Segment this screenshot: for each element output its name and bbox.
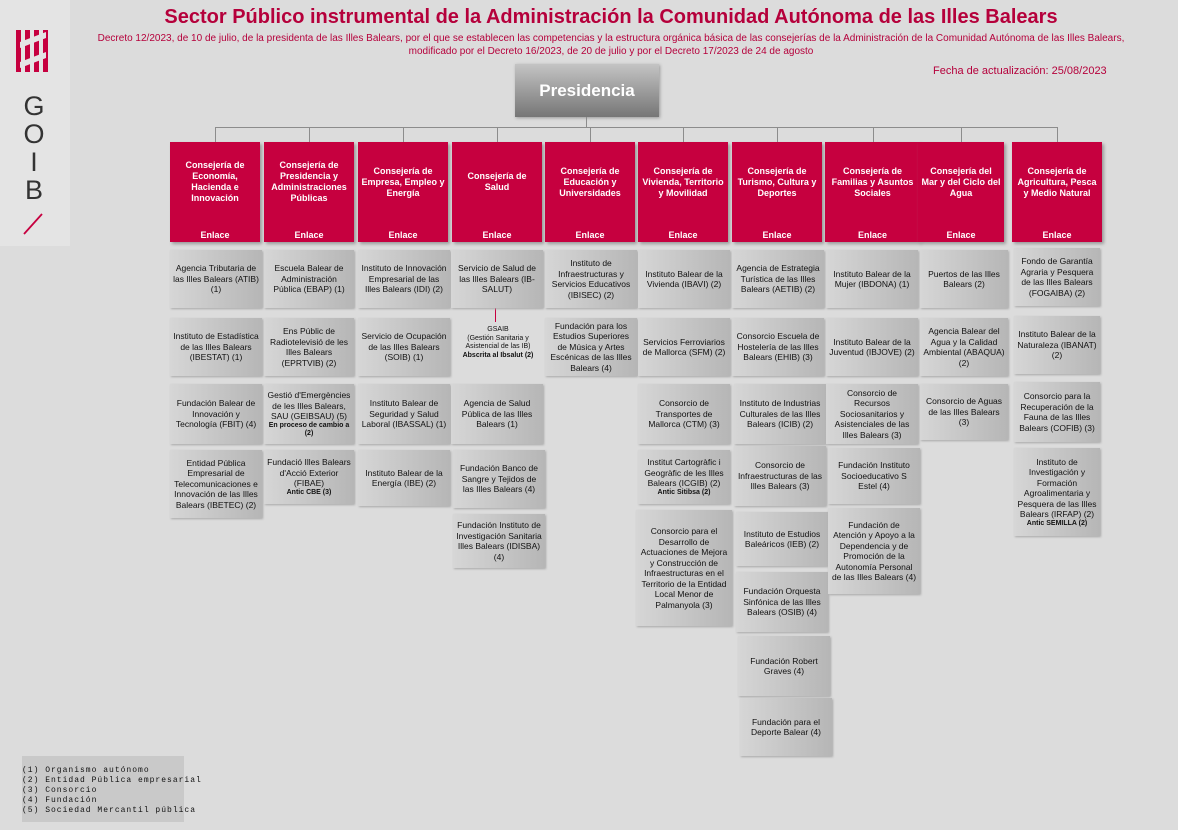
entity-box[interactable] (453, 450, 545, 508)
entity-name: Fundación para los Estudios Superiores de Música y Artes Escénicas de las Illes Balears (4) (550, 320, 632, 373)
entity-name: Servicios Ferroviarios de Mallorca (SFM) (2) (642, 336, 726, 357)
logo-letter: I (30, 147, 38, 177)
entity-note: Antic CBE (3) (286, 488, 332, 496)
entity-box[interactable] (638, 318, 730, 376)
connector-line (777, 127, 778, 142)
entity-name: Servicio de Salud de las Illes Balears (IB-SALUT) (458, 263, 536, 295)
enlace-link[interactable]: Enlace (482, 230, 512, 240)
entity-name: Fundació Illes Balears d'Acció Exterior (FIBAE) (267, 457, 351, 489)
entity-box[interactable] (1014, 248, 1100, 306)
entity-name: Fundación de Atención y Apoyo a la Dependencia y de Promoción de la Autonomía Personal de las Illes Balears (4) (831, 519, 917, 582)
entity-name: Consorcio de Infraestructuras de las Illes Balears (3) (737, 460, 823, 492)
enlace-link[interactable]: Enlace (388, 230, 418, 240)
entity-name: Instituto Balear de la Vivienda (IBAVI) (2) (645, 268, 723, 289)
entity-box[interactable] (170, 450, 262, 518)
entity-name: Agencia de Estrategia Turística de las Illes Balears (AETIB) (2) (736, 263, 820, 295)
entity-name: Agencia Balear del Agua y la Calidad Ambiental (ABAQUA) (2) (923, 326, 1005, 368)
entity-box[interactable] (453, 514, 545, 568)
entity-box[interactable] (264, 250, 354, 308)
connector-line (1057, 127, 1058, 142)
enlace-link[interactable]: Enlace (762, 230, 792, 240)
entity-name: Agencia de Salud Pública de las Illes Balears (1) (461, 398, 533, 430)
entity-box[interactable] (1014, 448, 1100, 536)
entity-box[interactable] (358, 250, 450, 308)
consejeria-box[interactable] (170, 142, 260, 242)
connector-line (215, 127, 216, 142)
entity-name: Instituto Balear de la Naturaleza (IBANAT) (2) (1017, 329, 1097, 361)
entity-box[interactable] (826, 384, 918, 444)
entity-name: Ens Públic de Radiotelevisió de les Illes Balears (EPRTVIB) (2) (270, 326, 348, 368)
entity-name: Instituto Balear de la Mujer (IBDONA) (1) (833, 268, 911, 289)
entity-box[interactable] (738, 636, 830, 696)
consejeria-box[interactable] (1012, 142, 1102, 242)
entity-name: Agencia Tributaria de las Illes Balears (ATIB) (1) (173, 263, 259, 295)
enlace-link[interactable]: Enlace (1042, 230, 1072, 240)
entity-name: Consorcio para la Recuperación de la Fauna de las Illes Balears (COFIB) (3) (1019, 391, 1095, 433)
goib-logo-icon (0, 0, 70, 246)
entity-box[interactable] (358, 384, 450, 444)
consejeria-name: Consejería de Salud (467, 171, 527, 192)
consejeria-box[interactable] (732, 142, 822, 242)
entity-name: Consorcio para el Desarrollo de Actuaciones de Mejora y Construcción de Infraestructuras en el Territorio de la Entidad Local Menor de Palmanyola (3) (640, 526, 728, 610)
enlace-link[interactable]: Enlace (200, 230, 230, 240)
connector-line (497, 127, 498, 142)
entity-box[interactable] (732, 318, 824, 376)
entity-box[interactable] (920, 318, 1008, 376)
entity-box[interactable] (638, 450, 730, 504)
entity-box[interactable] (636, 510, 732, 626)
entity-name: Instituto de Estadística de las Illes Balears (IBESTAT) (1) (173, 331, 259, 363)
entity-box[interactable] (264, 384, 354, 444)
entity-box[interactable] (736, 512, 828, 566)
entity-box[interactable] (451, 250, 543, 308)
page-title: Sector Público instrumental de la Administración la Comunidad Autónoma de las Illes Balears (164, 6, 1058, 28)
entity-box[interactable] (736, 572, 828, 632)
entity-name: Instituto de Infraestructuras y Servicios Educativos (IBISEC) (2) (551, 258, 631, 300)
entity-name: Instituto de Estudios Baleáricos (IEB) (2) (743, 528, 821, 549)
connector-line (683, 127, 684, 142)
entity-name: Fundación Balear de Innovación y Tecnología (FBIT) (4) (175, 398, 257, 430)
entity-box[interactable] (451, 384, 543, 444)
entity-name: Gestió d'Emergències de les Illes Balears, SAU (GEIBSAU) (5) (267, 390, 351, 422)
entity-box[interactable] (828, 448, 920, 504)
consejeria-box[interactable] (264, 142, 354, 242)
legend-item: (5) Sociedad Mercantil pública (22, 806, 197, 815)
entity-name: Fundación Robert Graves (4) (750, 655, 818, 676)
entity-name: Fundación Banco de Sangre y Tejidos de las Illes Balears (4) (460, 463, 538, 495)
enlace-link[interactable]: Enlace (857, 230, 888, 240)
enlace-link[interactable]: Enlace (575, 230, 605, 240)
entity-name: Consorcio de Aguas de las Illes Balears (3) (925, 396, 1003, 428)
entity-box[interactable] (170, 384, 262, 444)
entity-name: Fondo de Garantía Agraria y Pesquera de las Illes Balears (FOGAIBA) (2) (1020, 256, 1094, 298)
root-node-presidencia[interactable]: Presidencia (515, 64, 659, 117)
entity-box[interactable] (638, 250, 730, 308)
enlace-link[interactable]: Enlace (668, 230, 698, 240)
consejeria-name: Consejería de Vivienda, Territorio y Movilidad (642, 165, 724, 198)
entity-note: Antic Sitibsa (2) (657, 488, 711, 496)
connector-line (215, 127, 1058, 128)
entity-box[interactable] (1014, 382, 1100, 442)
entity-name: Consorcio Escuela de Hostelería de las Illes Balears (EHIB) (3) (736, 331, 820, 363)
gsaib-connector (495, 308, 496, 322)
legend-item: (3) Consorcio (22, 786, 98, 795)
enlace-link[interactable]: Enlace (946, 230, 976, 240)
entity-box[interactable] (358, 318, 450, 376)
consejeria-box[interactable] (825, 142, 920, 242)
consejeria-name: Consejería de Agricultura, Pesca y Medio Natural (1017, 165, 1097, 198)
consejeria-name: Consejería de Economía, Hacienda e Innovación (185, 160, 245, 203)
entity-name: Fundación Instituto de Investigación Sanitaria Illes Balears (IDISBA) (4) (456, 520, 542, 562)
entity-box[interactable] (920, 250, 1008, 308)
connector-line (403, 127, 404, 142)
entity-name: Fundación Instituto Socioeducativo S Estel (4) (838, 460, 910, 492)
logo-letter: G (23, 91, 45, 121)
entity-box[interactable] (828, 508, 920, 594)
entity-name: Puertos de las Illes Balears (2) (928, 268, 1000, 289)
consejeria-box[interactable] (638, 142, 728, 242)
entity-box[interactable] (170, 318, 262, 376)
logo-letter: O (23, 119, 45, 149)
goib-stripes-icon (16, 28, 50, 74)
entity-box[interactable] (734, 384, 826, 444)
entity-name: Fundación Orquesta Sinfónica de las Illes Balears (OSIB) (4) (743, 586, 821, 618)
entity-box[interactable] (740, 698, 832, 756)
entity-box[interactable] (734, 446, 826, 506)
consejeria-name: Consejería de Familias y Asuntos Sociales (831, 165, 914, 198)
entity-box[interactable] (264, 450, 354, 504)
entity-name: Instituto Balear de la Energía (IBE) (2) (365, 467, 443, 488)
entity-box[interactable] (170, 250, 262, 308)
consejeria-box[interactable] (358, 142, 448, 242)
consejeria-box[interactable] (918, 142, 1004, 242)
entity-box[interactable] (920, 384, 1008, 440)
entity-name: Consorcio de Recursos Sociosanitarios y Asistenciales de las Illes Balears (3) (834, 387, 910, 440)
connector-line (586, 117, 587, 127)
entity-box[interactable] (638, 384, 730, 444)
entity-name: Instituto de Innovación Empresarial de las Illes Balears (IDI) (2) (361, 263, 447, 295)
connector-line (961, 127, 962, 142)
entity-name: Instituto de Industrias Culturales de las Illes Balears (ICIB) (2) (739, 398, 821, 430)
entity-name: Entidad Pública Empresarial de Telecomunicaciones e Innovación de las Illes Balears (IBETEC) (2) (174, 457, 258, 510)
entity-box[interactable] (826, 250, 918, 308)
gsaib-note (456, 326, 540, 360)
entity-box[interactable] (1014, 316, 1100, 374)
entity-name: Escuela Balear de Administración Pública (EBAP) (1) (273, 263, 345, 295)
page-subtitle: Decreto 12/2023, de 10 de julio, de la presidenta de las Illes Balears, por el que se establecen las competencias y la estructura orgánica básica de las consejerías de la Administración de la Comunidad Autónoma de las Illes Balears, modificado por el Decreto 16/2023, de 20 de julio y por el Decreto 17/2023 de 24 de agosto (97, 33, 1125, 57)
update-date: Fecha de actualización: 25/08/2023 (933, 65, 1107, 77)
gsaib-name: GSAIB (487, 326, 509, 333)
gsaib-desc: (Gestión Sanitaria y Asistencial de las IB) (465, 334, 531, 350)
connector-line (590, 127, 591, 142)
entity-name: Servicio de Ocupación de las Illes Balears (SOIB) (1) (361, 331, 447, 363)
entity-note: Antic SEMILLA (2) (1026, 519, 1088, 527)
connector-line (873, 127, 874, 142)
legend-item: (1) Organismo autónomo (22, 766, 150, 775)
entity-name: Institut Cartogràfic i Geogràfic de les Illes Balears (ICGIB) (2) (644, 457, 724, 489)
consejeria-box[interactable] (545, 142, 635, 242)
logo-slash-icon (22, 212, 46, 236)
enlace-link[interactable]: Enlace (294, 230, 324, 240)
entity-note: En proceso de cambio a (2) (268, 421, 350, 437)
entity-box[interactable] (732, 250, 824, 308)
connector-line (309, 127, 310, 142)
legend-item: (4) Fundación (22, 796, 98, 805)
consejeria-box[interactable] (452, 142, 542, 242)
legend-item: (2) Entidad Pública empresarial (22, 776, 202, 785)
gsaib-attach: Abscrita al Ibsalut (2) (462, 351, 534, 359)
consejeria-name: Consejería de Educación y Universidades (559, 165, 621, 198)
logo-letter: B (24, 175, 43, 205)
entity-box[interactable] (264, 318, 354, 376)
entity-name: Instituto de Investigación y Formación Agroalimentaria y Pesquera de las Illes Balears (IRFAP) (2) (1017, 456, 1097, 519)
entity-name: Instituto Balear de Seguridad y Salud Laboral (IBASSAL) (1) (361, 398, 447, 430)
consejeria-name: Consejería de Presidencia y Administraciones Públicas (271, 160, 347, 203)
entity-name: Instituto Balear de la Juventud (IBJOVE) (2) (829, 336, 915, 357)
entity-name: Fundación para el Deporte Balear (4) (751, 716, 821, 737)
consejeria-name: Consejería del Mar y del Ciclo del Agua (921, 165, 1001, 198)
entity-box[interactable] (545, 318, 637, 376)
entity-name: Consorcio de Transportes de Mallorca (CTM) (3) (648, 398, 720, 430)
entity-box[interactable] (545, 250, 637, 308)
consejeria-name: Consejería de Turismo, Cultura y Deportes (737, 165, 817, 198)
entity-box[interactable] (826, 318, 918, 376)
consejeria-name: Consejería de Empresa, Empleo y Energía (361, 165, 445, 198)
entity-box[interactable] (358, 450, 450, 506)
legend (22, 756, 202, 822)
